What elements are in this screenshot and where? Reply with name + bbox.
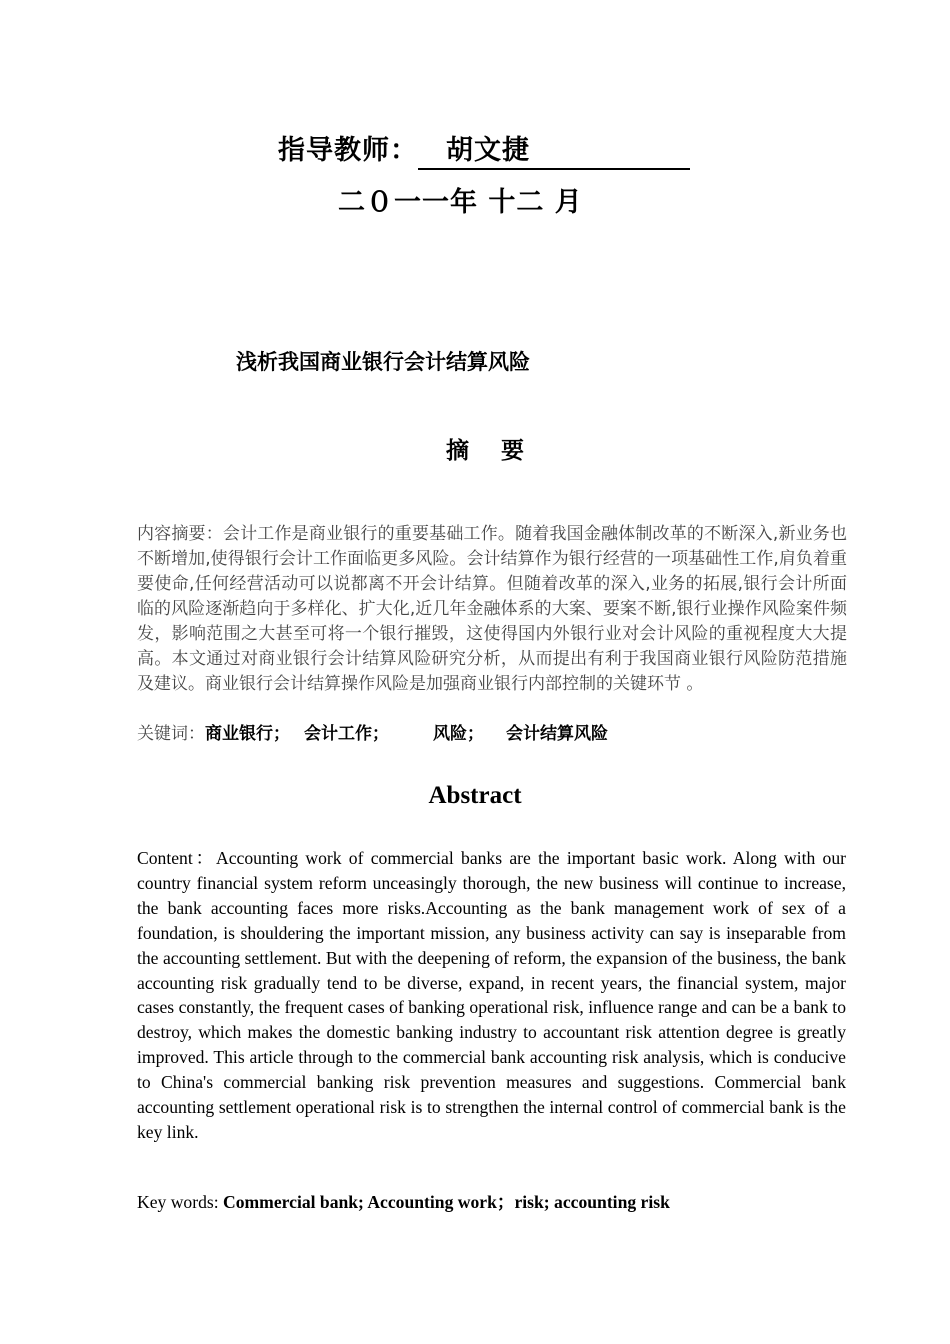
english-keywords-line xyxy=(137,1190,846,1215)
keywords-label: 关键词： xyxy=(137,724,205,744)
advisor-name: 胡文捷 xyxy=(418,134,690,170)
advisor-line xyxy=(278,128,690,170)
english-keywords-label: Key words: xyxy=(137,1192,224,1212)
keyword: 商业银行； xyxy=(205,724,290,744)
abstract-body: 内容摘要：会计工作是商业银行的重要基础工作。随着我国金融体制改革的不断深入,新业务也不断增加,使得银行会计工作面临更多风险。会计结算作为银行经营的一项基础性工作,肩负着重要使命,任何经营活动可以说都离不开会计结算。但随着改革的深入,业务的拓展,银行会计所面临的风险逐渐趋向于多样化、扩大化,近几年金融体系的大案、要案不断,银行业操作风险案件频发，影响范围之大甚至可将一个银行摧毁，这使得国内外银行业对会计风险的重视程度大大提高。本文通过对商业银行会计结算风险研究分析，从而提出有利于我国商业银行风险防范措施及建议。商业银行会计结算操作风险是加强商业银行内部控制的关键环节 。 xyxy=(137,524,847,694)
keywords-line xyxy=(137,722,847,747)
keyword: 会计工作； xyxy=(304,724,389,744)
paper-title: 浅析我国商业银行会计结算风险 xyxy=(236,350,530,374)
english-keywords: Commercial bank; Accounting work；risk; accounting risk xyxy=(223,1192,670,1212)
english-abstract-heading: Abstract xyxy=(428,782,522,809)
english-abstract-body: Content：Accounting work of commercial banks are the important basic work. Along with our country financial system reform unceasingly thorough, the new business will continue to increase, the bank accounting faces more risks.Accounting as the bank management work of sex of a foundation, is shouldering the important mission, any business activity can say is inseparable from the accounting settlement. But with the deepening of reform, the expansion of the business, the bank accounting risk gradually tend to be diverse, expand, in recent years, the financial system, major cases constantly, the frequent cases of banking operational risk, influence range and can be a bank to destroy, which makes the domestic banking industry to accountant risk attention degree is greatly improved. This article through to the commercial bank accounting risk analysis, which is conducive to China's commercial banking risk prevention measures and suggestions. Commercial bank accounting settlement operational risk is to strengthen the internal control of commercial bank is the key link. xyxy=(137,848,846,1142)
advisor-label: 指导教师： xyxy=(278,135,418,166)
abstract-heading: 摘要 xyxy=(446,438,556,464)
keyword: 会计结算风险 xyxy=(506,724,608,744)
submission-date: 二０一一年 十二 月 xyxy=(338,187,583,218)
keyword: 风险； xyxy=(433,724,484,744)
